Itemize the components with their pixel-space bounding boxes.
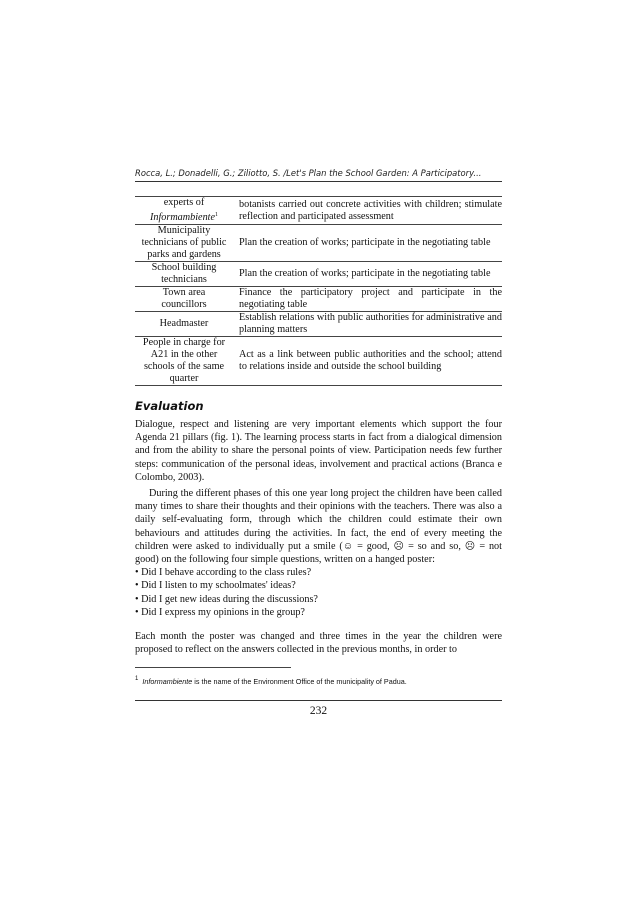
footer-rule [135, 700, 502, 701]
list-item: • Did I express my opinions in the group? [135, 606, 305, 618]
role-line: A21 in the other [150, 349, 218, 360]
list-item: • Did I get new ideas during the discussions? [135, 593, 318, 605]
responsibility-cell: Establish relations with public authorities for administrative and planning matters [239, 312, 502, 335]
role-cell [135, 312, 237, 337]
role-cell [135, 225, 237, 262]
paragraph-2 [135, 487, 502, 619]
paragraph-3 [135, 630, 502, 656]
page-number: 232 [309, 705, 328, 717]
table-row [135, 262, 502, 287]
role-cell [135, 287, 237, 312]
responsibility-cell: Plan the creation of works; participate in the negotiating table [239, 237, 491, 248]
role-line: quarter [169, 373, 199, 384]
paragraph-2-text: During the different phases of this one year long project the children have been called many times to share their thoughts and their opinions with the teachers. There was also a daily self-evaluating form, through which the children could estimate their own behaviours and attitudes during the activities. In fact, the end of every meeting the children were asked to individually put a smile (☺ = good, ☹ = so and so, ☹ = not good) on the following four simple questions, written on a hanged poster: [135, 488, 502, 566]
role-line: School building [151, 262, 217, 273]
table-row [135, 287, 502, 312]
role-line: Municipality [157, 225, 211, 236]
paragraph-1 [135, 418, 502, 484]
list-item: • Did I listen to my schoolmates' ideas? [135, 580, 296, 592]
responsibility-cell: Finance the participatory project and participate in the negotiating table [239, 287, 502, 310]
role-line: schools of the same [143, 361, 225, 372]
responsibility-cell: Act as a link between public authorities and the school; attend to relations inside and outside the school building [239, 349, 502, 372]
role-line: Town area [162, 287, 206, 298]
role-line: technicians [161, 274, 207, 285]
table-row [135, 312, 502, 337]
paragraph-3-text: Each month the poster was changed and three times in the year the children were proposed to reflect on the answers collected in the previous months, in order to [135, 631, 502, 656]
question-list [135, 566, 502, 619]
role-cell [135, 337, 237, 386]
footnote-reference: 1 [215, 212, 219, 218]
table-row [135, 197, 502, 225]
running-header: Rocca, L.; Donadelli, G.; Ziliotto, S. /Let's Plan the School Garden: A Participatory... [135, 168, 482, 178]
footnote-term: Informambiente [142, 677, 193, 686]
role-line: experts of [163, 197, 205, 208]
paragraph-1-text: Dialogue, respect and listening are very important elements which support the four Agenda 21 pillars (fig. 1). The learning process starts in fact from a dialogical dimension and from the ability to share the personal points of view. Participation needs few further steps: communication of the personal ideas, involvement and practical actions (Branca e Colombo, 2003). [135, 419, 502, 483]
footnote-rule [135, 667, 291, 668]
list-item: • Did I behave according to the class rules? [135, 567, 312, 579]
footnote [135, 676, 502, 686]
role-line: Headmaster [159, 318, 209, 329]
role-line: Informambiente [149, 212, 216, 223]
role-cell [135, 262, 237, 287]
roles-table [135, 196, 502, 386]
table-row [135, 337, 502, 386]
role-cell [135, 197, 237, 225]
role-line: People in charge for [142, 337, 226, 348]
responsibility-cell: Plan the creation of works; participate in the negotiating table [239, 268, 491, 279]
role-line: parks and gardens [147, 249, 221, 260]
footnote-text: is the name of the Environment Office of the municipality of Padua. [192, 677, 407, 686]
header-rule [135, 181, 502, 182]
role-line: technicians of public [141, 237, 227, 248]
responsibility-cell: botanists carried out concrete activities with children; stimulate reflection and participated assessment [239, 198, 502, 222]
section-title: Evaluation [135, 399, 204, 413]
role-line: councillors [161, 299, 207, 310]
footnote-mark: 1 [135, 676, 139, 682]
table-row [135, 225, 502, 262]
